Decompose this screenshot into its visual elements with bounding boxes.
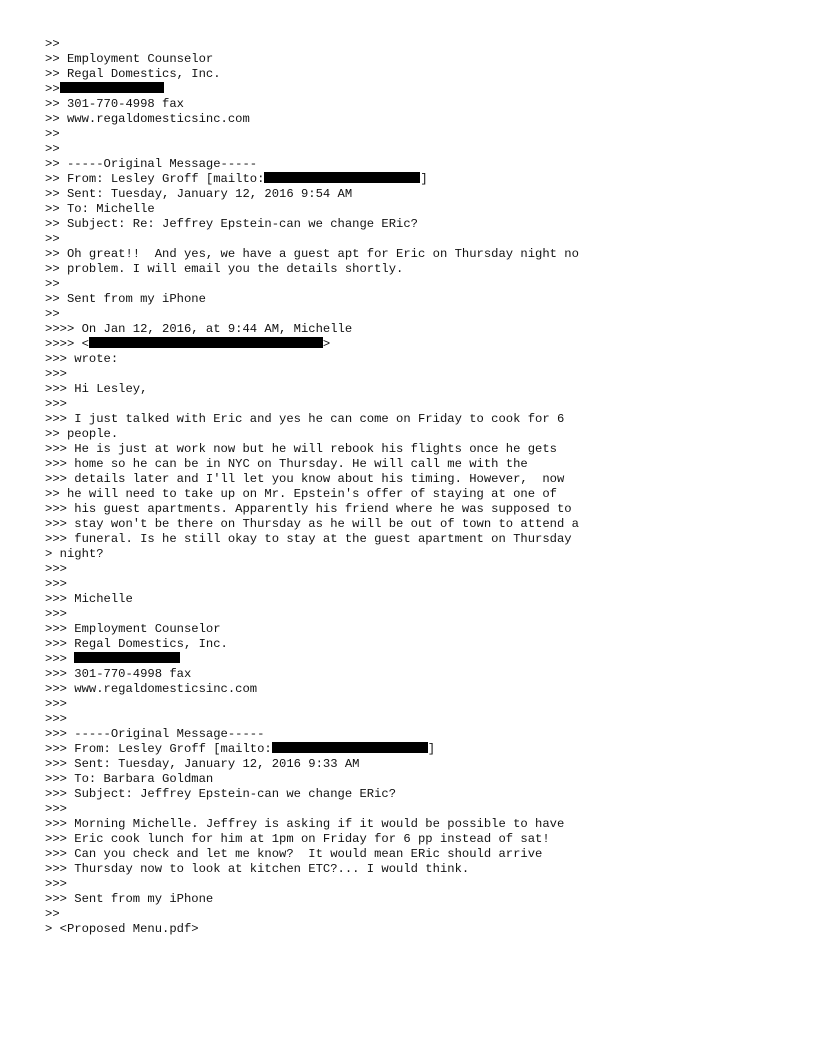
text-line	[45, 97, 785, 112]
line-text: >>> Eric cook lunch for him at 1pm on Friday for 6 pp instead of sat!	[45, 832, 550, 846]
text-line	[45, 292, 785, 307]
line-text: >> he will need to take up on Mr. Epstein's offer of staying at one of	[45, 487, 557, 501]
line-text: >>>	[45, 712, 67, 726]
line-text: >>	[45, 37, 60, 51]
line-text: >>>	[45, 577, 67, 591]
text-line	[45, 907, 785, 922]
text-line	[45, 562, 785, 577]
line-text: >> From: Lesley Groff [mailto:	[45, 172, 265, 186]
line-text: ]	[427, 742, 436, 756]
text-line	[45, 892, 785, 907]
text-line	[45, 802, 785, 817]
line-text: >>>	[45, 562, 67, 576]
line-text: >>> stay won't be there on Thursday as he will be out of town to attend a	[45, 517, 579, 531]
text-line	[45, 502, 785, 517]
line-text: >>> Morning Michelle. Jeffrey is asking if it would be possible to have	[45, 817, 565, 831]
text-line	[45, 442, 785, 457]
line-text: >>> 301-770-4998 fax	[45, 667, 192, 681]
text-line	[45, 187, 785, 202]
text-line	[45, 322, 785, 337]
line-text: >>> From: Lesley Groff [mailto:	[45, 742, 272, 756]
text-line	[45, 622, 785, 637]
text-line	[45, 472, 785, 487]
line-text: >>>	[45, 367, 67, 381]
redaction-bar	[60, 82, 164, 93]
text-line	[45, 682, 785, 697]
line-text: >> Regal Domestics, Inc.	[45, 67, 221, 81]
line-text: >> Subject: Re: Jeffrey Epstein-can we change ERic?	[45, 217, 418, 231]
text-line	[45, 397, 785, 412]
line-text: >>> Thursday now to look at kitchen ETC?... I would think.	[45, 862, 470, 876]
line-text: >>> details later and I'll let you know about his timing. However, now	[45, 472, 565, 486]
text-line	[45, 922, 785, 937]
text-line	[45, 202, 785, 217]
line-text: >>> He is just at work now but he will rebook his flights once he gets	[45, 442, 557, 456]
text-line	[45, 532, 785, 547]
text-line	[45, 172, 785, 187]
line-text: >>> his guest apartments. Apparently his friend where he was supposed to	[45, 502, 572, 516]
text-line	[45, 112, 785, 127]
text-line	[45, 307, 785, 322]
text-line	[45, 592, 785, 607]
text-line	[45, 712, 785, 727]
line-text: > night?	[45, 547, 104, 561]
text-line	[45, 652, 785, 667]
line-text: >>> Sent: Tuesday, January 12, 2016 9:33 AM	[45, 757, 360, 771]
line-text: >> Oh great!! And yes, we have a guest apt for Eric on Thursday night no	[45, 247, 579, 261]
line-text: >>>	[45, 877, 67, 891]
text-line	[45, 52, 785, 67]
line-text: >> -----Original Message-----	[45, 157, 258, 171]
line-text: >>> I just talked with Eric and yes he can come on Friday to cook for 6	[45, 412, 565, 426]
line-text: >>>> On Jan 12, 2016, at 9:44 AM, Michelle	[45, 322, 353, 336]
text-line	[45, 232, 785, 247]
email-document	[45, 37, 785, 937]
line-text: >>>	[45, 397, 67, 411]
text-line	[45, 757, 785, 772]
line-text: >>> To: Barbara Goldman	[45, 772, 214, 786]
line-text: >> 301-770-4998 fax	[45, 97, 184, 111]
text-line	[45, 127, 785, 142]
text-line	[45, 412, 785, 427]
text-line	[45, 847, 785, 862]
line-text: >>>	[45, 652, 75, 666]
text-line	[45, 817, 785, 832]
text-line	[45, 517, 785, 532]
text-line	[45, 142, 785, 157]
text-line	[45, 877, 785, 892]
text-line	[45, 637, 785, 652]
line-text: >>> Michelle	[45, 592, 133, 606]
redaction-bar	[74, 652, 180, 663]
line-text: >>> home so he can be in NYC on Thursday. He will call me with the	[45, 457, 528, 471]
line-text: >>	[45, 142, 60, 156]
line-text: >>> wrote:	[45, 352, 119, 366]
line-text: >>> -----Original Message-----	[45, 727, 265, 741]
text-line	[45, 262, 785, 277]
redaction-bar	[89, 337, 323, 348]
text-line	[45, 832, 785, 847]
text-line	[45, 697, 785, 712]
line-text: >>	[45, 127, 60, 141]
text-line	[45, 577, 785, 592]
line-text: >> problem. I will email you the details shortly.	[45, 262, 404, 276]
line-text: >> www.regaldomesticsinc.com	[45, 112, 250, 126]
text-line	[45, 667, 785, 682]
text-line	[45, 772, 785, 787]
text-line	[45, 217, 785, 232]
text-line	[45, 862, 785, 877]
text-line	[45, 787, 785, 802]
line-text: >	[322, 337, 331, 351]
text-line	[45, 337, 785, 352]
line-text: >> To: Michelle	[45, 202, 155, 216]
text-line	[45, 67, 785, 82]
line-text: >>> Regal Domestics, Inc.	[45, 637, 228, 651]
text-line	[45, 427, 785, 442]
line-text: >>>	[45, 607, 67, 621]
line-text: >>> www.regaldomesticsinc.com	[45, 682, 258, 696]
text-line	[45, 547, 785, 562]
line-text: >> Sent: Tuesday, January 12, 2016 9:54 AM	[45, 187, 353, 201]
text-line	[45, 727, 785, 742]
text-line	[45, 457, 785, 472]
line-text: >>	[45, 907, 60, 921]
text-line	[45, 367, 785, 382]
redaction-bar	[272, 742, 428, 753]
line-text: >>> funeral. Is he still okay to stay at the guest apartment on Thursday	[45, 532, 572, 546]
line-text: >>> Subject: Jeffrey Epstein-can we change ERic?	[45, 787, 397, 801]
line-text: >>> Can you check and let me know? It would mean ERic should arrive	[45, 847, 543, 861]
line-text: >>>	[45, 802, 67, 816]
text-line	[45, 247, 785, 262]
line-text: > <Proposed Menu.pdf>	[45, 922, 199, 936]
text-line	[45, 607, 785, 622]
line-text: >>	[45, 277, 60, 291]
text-line	[45, 487, 785, 502]
text-line	[45, 157, 785, 172]
line-text: >> people.	[45, 427, 119, 441]
line-text: >> Employment Counselor	[45, 52, 214, 66]
line-text: >>	[45, 307, 60, 321]
text-line	[45, 277, 785, 292]
line-text: >>>> <	[45, 337, 89, 351]
line-text: >>> Hi Lesley,	[45, 382, 148, 396]
text-line	[45, 742, 785, 757]
line-text: >>> Sent from my iPhone	[45, 892, 214, 906]
text-line	[45, 382, 785, 397]
text-line	[45, 352, 785, 367]
redaction-bar	[264, 172, 420, 183]
text-line	[45, 82, 785, 97]
line-text: ]	[420, 172, 428, 186]
text-line	[45, 37, 785, 52]
line-text: >>> Employment Counselor	[45, 622, 221, 636]
line-text: >> Sent from my iPhone	[45, 292, 206, 306]
line-text: >>>	[45, 697, 67, 711]
line-text: >>	[45, 82, 60, 96]
line-text: >>	[45, 232, 60, 246]
